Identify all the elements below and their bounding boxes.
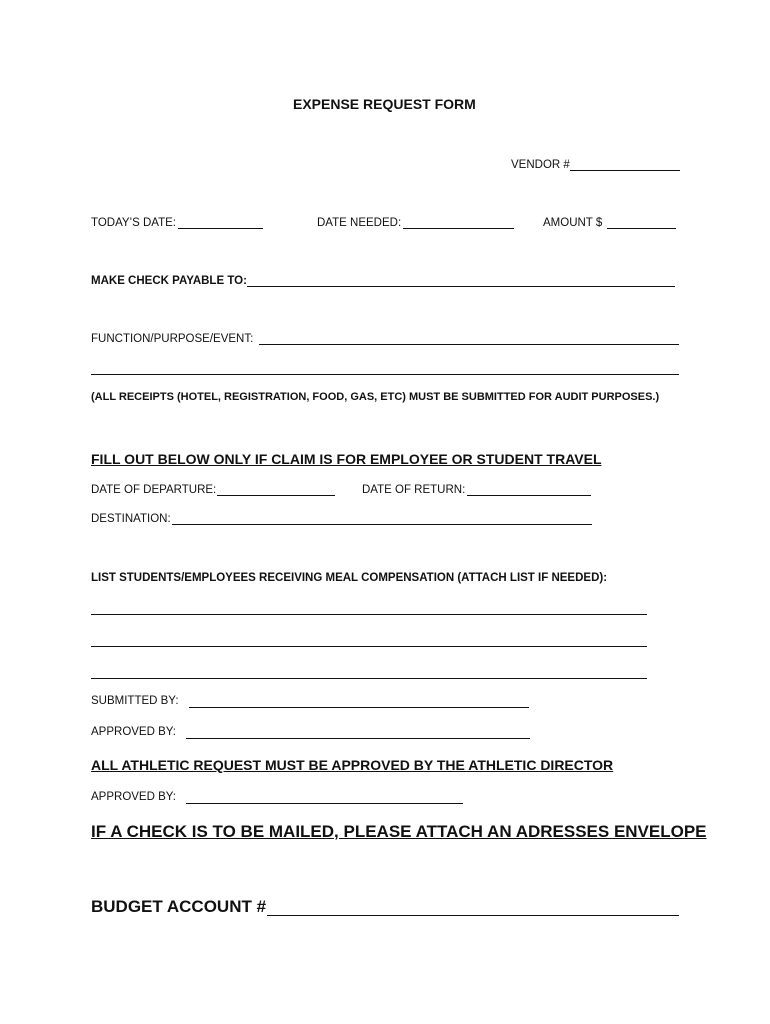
- todays-date-field[interactable]: [178, 228, 263, 229]
- destination-field[interactable]: [172, 524, 592, 525]
- receipts-note: (ALL RECEIPTS (HOTEL, REGISTRATION, FOOD, GAS, ETC) MUST BE SUBMITTED FOR AUDIT PURPOSES.): [91, 391, 660, 403]
- athletic-approved-label: APPROVED BY:: [91, 791, 177, 803]
- destination-label: DESTINATION:: [91, 513, 171, 525]
- amount-field[interactable]: [607, 228, 676, 229]
- submitted-field[interactable]: [189, 707, 529, 708]
- budget-label: BUDGET ACCOUNT #: [91, 897, 267, 916]
- athletic-approved-field[interactable]: [186, 803, 463, 804]
- function-label: FUNCTION/PURPOSE/EVENT:: [91, 333, 254, 345]
- function-field[interactable]: [259, 344, 679, 345]
- travel-heading: FILL OUT BELOW ONLY IF CLAIM IS FOR EMPLOYEE OR STUDENT TRAVEL: [91, 451, 602, 467]
- mail-notice: IF A CHECK IS TO BE MAILED, PLEASE ATTACH AN ADRESSES ENVELOPE: [91, 822, 707, 841]
- meal-line-1[interactable]: [91, 614, 647, 615]
- return-label: DATE OF RETURN:: [362, 484, 466, 496]
- date-needed-field[interactable]: [403, 228, 514, 229]
- function-field-continued[interactable]: [91, 374, 679, 375]
- meal-line-2[interactable]: [91, 646, 647, 647]
- vendor-label: VENDOR #: [511, 159, 570, 171]
- todays-date-label: TODAY’S DATE:: [91, 217, 176, 229]
- departure-field[interactable]: [217, 495, 335, 496]
- budget-field[interactable]: [267, 915, 679, 916]
- payable-label: MAKE CHECK PAYABLE TO:: [91, 275, 247, 287]
- approved-label: APPROVED BY:: [91, 726, 177, 738]
- departure-label: DATE OF DEPARTURE:: [91, 484, 217, 496]
- date-needed-label: DATE NEEDED:: [317, 217, 402, 229]
- return-field[interactable]: [467, 495, 591, 496]
- meal-label: LIST STUDENTS/EMPLOYEES RECEIVING MEAL COMPENSATION (ATTACH LIST IF NEEDED):: [91, 572, 608, 584]
- form-title: EXPENSE REQUEST FORM: [293, 96, 476, 112]
- submitted-label: SUBMITTED BY:: [91, 695, 179, 707]
- athletic-heading: ALL ATHLETIC REQUEST MUST BE APPROVED BY THE ATHLETIC DIRECTOR: [91, 757, 614, 773]
- approved-field[interactable]: [186, 738, 530, 739]
- amount-label: AMOUNT $: [543, 217, 603, 229]
- payable-field[interactable]: [247, 286, 675, 287]
- meal-line-3[interactable]: [91, 678, 647, 679]
- vendor-field[interactable]: [570, 170, 680, 171]
